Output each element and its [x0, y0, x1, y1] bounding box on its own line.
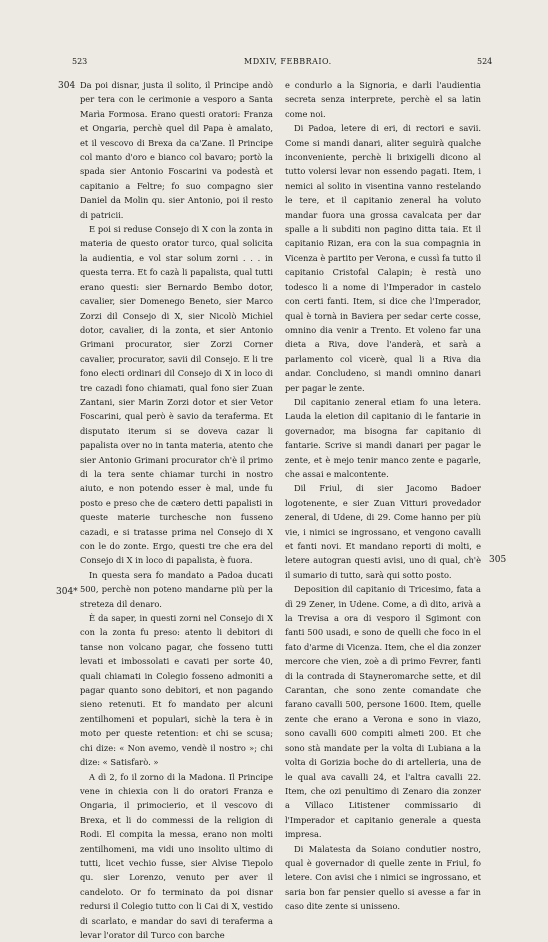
paragraph: Di Padoa, letere di eri, di rectori e savii. Come si mandi danari, aliter seguirà qualche inconveniente, perchè li brixigelli dicono al tutto volersi levar non essendo pagati. Item, i nemici al solito in visentina vanno restelando le tere, et il capitanio zeneral ha voluto mandar fuora una grossa cavalcata per dar spalle a li subditi non pagino ditta taia. Et il capitanio Rizan, era con la sua compagnia in Vicenza è partito per Verona, e cussì fa tutto il capitanio Cristofal Calapin; è restà uno todesco li a nome di l'Imperador in castelo con certi fanti. Item, si dice che l'Imperador, qual è tornà in Baviera per sedar certe cosse, omnino dia venir a Trento. Et voleno far una dieta a Riva, dove l'anderà, et sarà a parlamento col vicerè, qual li a Riva dia andar. Concludeno, si mandi omnino danari per pagar le zente. [285, 121, 481, 395]
paragraph: Di Malatesta da Soiano condutier nostro, qual è governador di quelle zente in Friul, fo letere. Con avisi che i nimici se ingrossano, et saria bon far pensier quello si avesse a far in caso dite zente si unisseno. [285, 842, 481, 914]
paragraph: e condurlo a la Signoria, e darli l'audientia secreta senza interprete, perchè el sa latin come noi. [285, 78, 481, 121]
paragraph: Dil capitanio zeneral etiam fo una letera. Lauda la eletion dil capitanio di le fantarie in governador, ma bisogna far capitanio di fantarie. Scrive si mandi danari per pagar le zente, et è mejo tenir manco zente e pagarle, che assai e malcontente. [285, 395, 481, 481]
paragraph: In questa sera fo mandato a Padoa ducati 500, perchè non poteno mandarne più per la streteza dil denaro. [80, 568, 273, 611]
paragraph: È da saper, in questi zorni nel Consejo di X con la zonta fu preso: atento li debitori di tanse non volcano pagar, che fosseno tutti levati et imbossolati e cavati per sorte 40, quali chiamati in Colegio fosseno admoniti a pagar quanto sono debitori, et non pagando sieno retenuti. Et fo mandato per alcuni zentilhomeni et populari, sichè la tera è in moto per queste retention: et chi se scusa; chi dize: « Non avemo, vendè il nostro »; chi dize: « Satisfarò. » [80, 611, 273, 769]
paragraph: A dì 2, fo il zorno di la Madona. Il Principe vene in chiexia con li do oratori Franza e Ongaria, il primocierio, et il vescovo di Brexa, et li do commessi de la religion di Rodi. El compita la messa, erano non molti zentilhomeni, ma vidi uno insolito ultimo di tutti, licet vechio fusse, sier Alvise Tiepolo qu. sier Lorenzo, venuto per aver il candeloto. Or fo terminato da poi disnar redursi il Colegio tutto con li Cai di X, vestido di scarlato, e mandar do savi di teraferma a levar l'orator dil Turco con barche [80, 770, 273, 942]
paragraph: Dil Friul, di sier Jacomo Badoer logotenente, e sier Zuan Vitturi provedador zeneral, di Udene, di 29. Come hanno per più vie, i nimici se ingrossano, et vengono cavalli et fanti novi. Et mandano reporti di molti, e letere autogran questi avisi, uno di qual, ch'è il sumario di tutto, sarà qui sotto posto. [285, 481, 481, 582]
margin-number: 304* [56, 587, 78, 597]
margin-number: 305 [489, 555, 506, 565]
left-page-number: 523 [72, 57, 87, 69]
running-title: MDXIV, FEBBRAIO. [244, 57, 332, 69]
paragraph: E poi si reduse Consejo di X con la zonta in materia de questo orator turco, qual solicita la audientia, e vol star solum zorni . . . in questa terra. Et fo cazà li papalista, qual tutti erano questi: sier Bernardo Bembo dotor, cavalier, sier Domenego Beneto, sier Marco Zorzi dil Consejo di X, sier Nicolò Michiel dotor, cavalier, di la zonta, et sier Antonio Grimani procurator, sier Zorzi Corner cavalier, procurator, savii dil Consejo. E li tre fono electi ordinari dil Consejo di X in loco di tre cazadi fono chiamati, qual fono sier Zuan Zantani, sier Marin Zorzi dotor et sier Vetor Foscarini, qual però è savio da teraferma. Et disputato iterum si se doveva cazar li papalista over no in tanta materia, atento che sier Antonio Grimani procurator ch'è il primo di la tera sente chiamar turchi in nostro aiuto, e non potendo esser è mal, unde fu posto e preso che de cætero detti papalisti in queste materie turchesche non fusseno cazadi, e si tratasse prima nel Consejo di X con le do zonte. Ergo, questi tre che era del Consejo di X in loco di papalista, è fuora. [80, 222, 273, 568]
paragraph: Da poi disnar, justa il solito, il Principe andò per tera con le cerimonie a vesporo a Santa Marìa Formosa. Erano questi oratori: Franza et Ongaria, perchè quel dil Papa è amalato, et il vescovo di Brexa da ca'Zane. Il Principe col manto d'oro e bianco col bavaro; portò la spada sier Antonio Foscarini va podestà et capitanio a Feltre; fo suo compagno sier Daniel da Molin qu. sier Antonio, poi il resto di patricii. [80, 78, 273, 222]
right-text-column [285, 78, 481, 914]
margin-number: 304 [58, 81, 75, 91]
right-page-number: 524 [477, 57, 492, 69]
left-text-column [80, 78, 273, 942]
paragraph: Deposition dil capitanio di Tricesimo, fata a dì 29 Zener, in Udene. Come, a dì dito, arivà a la Trevisa a ora di vesporo il Sgimont con fanti 500 usadi, e sono de quelli che foco in el fato d'arme di Vicenza. Item, che el dia zonzer mercore che vien, zoè a dì primo Fevrer, fanti di la contrada di Stayneromarche sette, et dil Carantan, che sono zente comandate che farano cavalli 500, persone 1600. Item, quelle zente che erano a Verona e sono in viazo, sono cavalli 600 compiti almeti 200. Et che sono stà mandate per la volta di Lubiana a la volta di Gorizia boche do di artelleria, una de le qual ava cavalli 24, et l'altra cavalli 22. Item, che ozi penultimo di Zenaro dia zonzer a Villaco Litistener commissario di l'Imperador et capitanio generale a questa impresa. [285, 582, 481, 841]
